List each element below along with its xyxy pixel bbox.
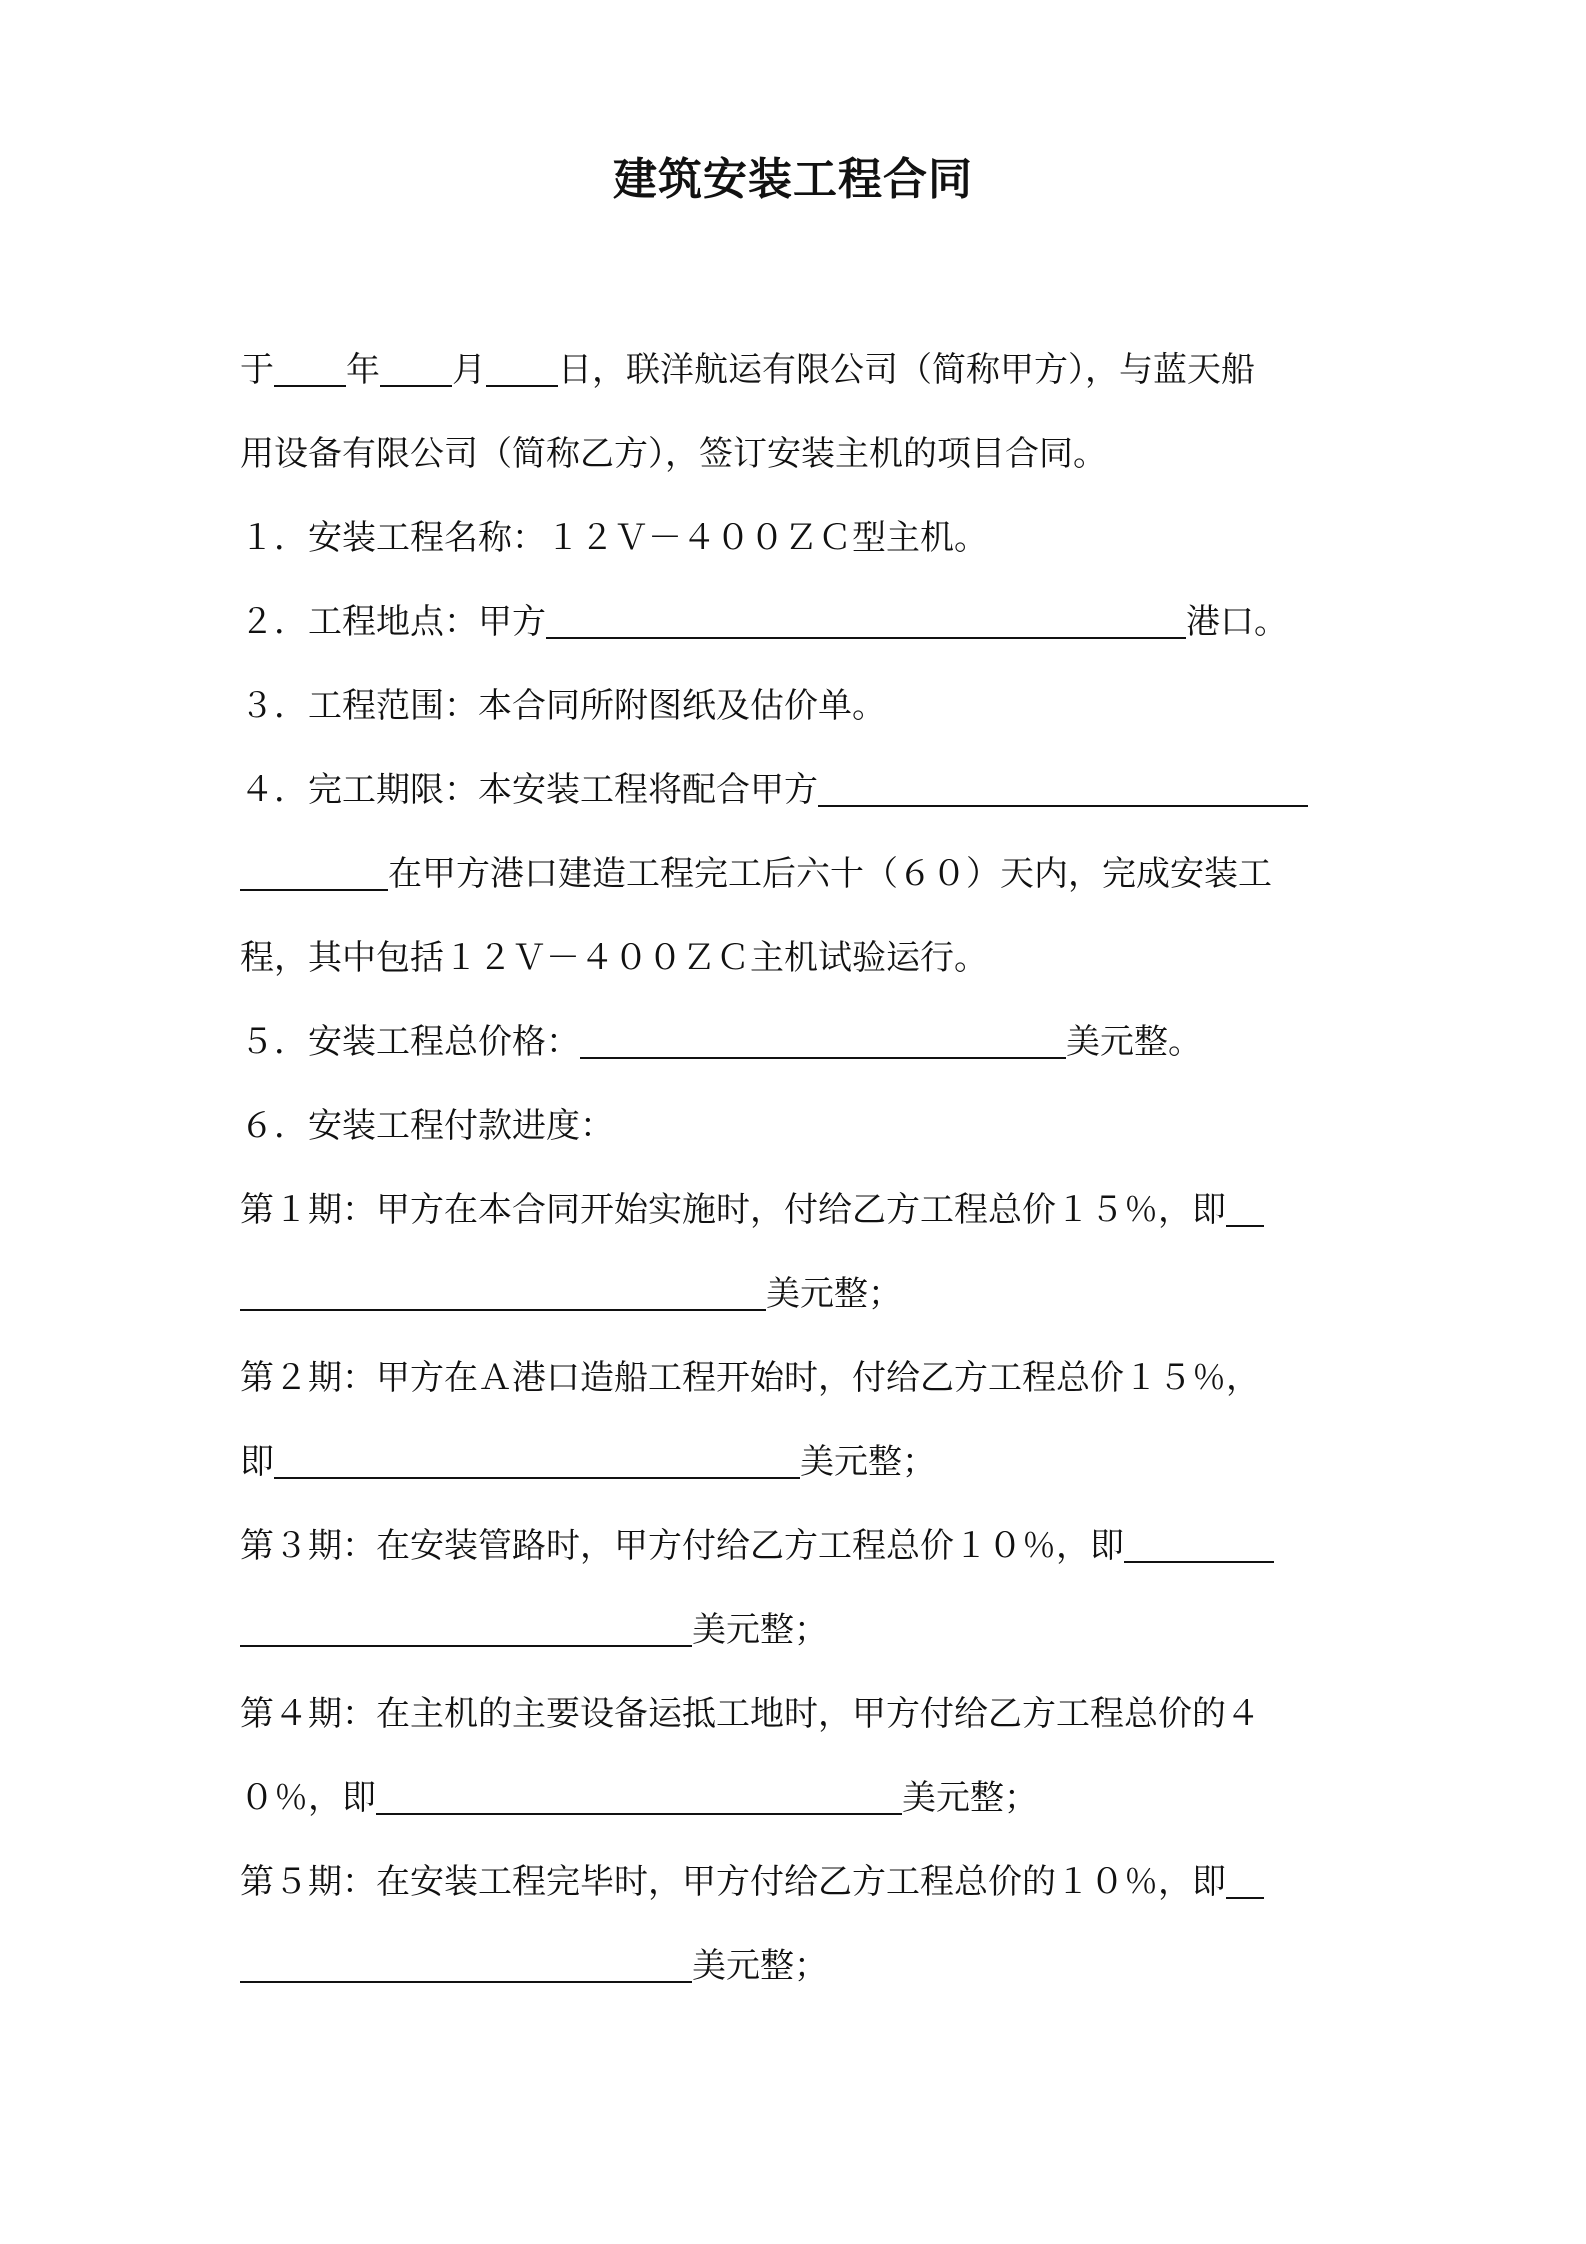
payment-5-line-1 [240,1840,1350,1924]
year-blank[interactable] [274,345,346,387]
clause-6-text: ６．安装工程付款进度： [240,1106,614,1146]
payment-3-line-1 [240,1504,1350,1588]
day-blank[interactable] [486,345,558,387]
month-blank[interactable] [380,345,452,387]
clause-2-label: ２．工程地点：甲方 [240,602,546,642]
payment-2-suffix: 美元整； [800,1442,936,1482]
intro-line-1 [240,328,1350,412]
payment-5-blank-b[interactable] [240,1941,692,1983]
clause-5-suffix: 美元整。 [1066,1022,1202,1062]
payment-3-line-2 [240,1588,1350,1672]
clause-4-line-2 [240,832,1350,916]
clause-2-suffix: 港口。 [1186,602,1288,642]
payment-5-blank-a[interactable] [1226,1857,1264,1899]
intro-line-2 [240,412,1350,496]
payment-3-suffix: 美元整； [692,1610,828,1650]
clause-6 [240,1084,1350,1168]
payment-1-blank-b[interactable] [240,1269,766,1311]
payment-5-line-2 [240,1924,1350,2008]
clause-3-text: ３．工程范围：本合同所附图纸及估价单。 [240,686,886,726]
payment-1-text: 第１期：甲方在本合同开始实施时，付给乙方工程总价１５％，即 [240,1190,1226,1230]
payment-4-suffix: 美元整； [902,1778,1038,1818]
payment-1-line-1 [240,1168,1350,1252]
clause-3 [240,664,1350,748]
payment-1-line-2 [240,1252,1350,1336]
year-label: 年 [346,350,380,390]
payment-3-blank-a[interactable] [1124,1521,1274,1563]
clause-4-line-1 [240,748,1350,832]
payment-2-line-2 [240,1420,1350,1504]
payment-1-suffix: 美元整； [766,1274,902,1314]
document-title: 建筑安装工程合同 [613,154,973,205]
month-label: 月 [452,350,486,390]
intro-text: 用设备有限公司（简称乙方），签订安装主机的项目合同。 [240,434,1107,474]
payment-4-prefix: ０％，即 [240,1778,376,1818]
day-label-and-parties: 日，联洋航运有限公司（简称甲方），与蓝天船 [558,350,1255,390]
payment-5-suffix: 美元整； [692,1946,828,1986]
clause-4-text: 在甲方港口建造工程完工后六十（６０）天内，完成安装工 [388,854,1272,894]
clause-4-label: ４．完工期限：本安装工程将配合甲方 [240,770,818,810]
payment-2-line-1 [240,1336,1350,1420]
location-blank[interactable] [546,597,1186,639]
payment-5-text: 第５期：在安装工程完毕时，甲方付给乙方工程总价的１０％，即 [240,1862,1226,1902]
payment-1-blank-a[interactable] [1226,1185,1264,1227]
completion-blank-2[interactable] [240,849,388,891]
payment-2-text: 第２期：甲方在Ａ港口造船工程开始时，付给乙方工程总价１５％， [240,1358,1260,1398]
clause-2 [240,580,1350,664]
payment-2-blank[interactable] [274,1437,800,1479]
payment-4-blank[interactable] [376,1773,902,1815]
payment-3-text: 第３期：在安装管路时，甲方付给乙方工程总价１０％，即 [240,1526,1124,1566]
clause-4-line-3 [240,916,1350,1000]
clause-1 [240,496,1350,580]
clause-5 [240,1000,1350,1084]
clause-4-continued: 程，其中包括１２Ｖ－４００ＺＣ主机试验运行。 [240,938,988,978]
clause-1-text: １．安装工程名称：１２Ｖ－４００ＺＣ型主机。 [240,518,988,558]
completion-blank-1[interactable] [818,765,1308,807]
clause-5-label: ５．安装工程总价格： [240,1022,580,1062]
payment-2-prefix: 即 [240,1442,274,1482]
payment-4-text: 第４期：在主机的主要设备运抵工地时，甲方付给乙方工程总价的４ [240,1694,1260,1734]
payment-3-blank-b[interactable] [240,1605,692,1647]
intro-prefix: 于 [240,350,274,390]
total-price-blank[interactable] [580,1017,1066,1059]
payment-4-line-1 [240,1672,1350,1756]
payment-4-line-2 [240,1756,1350,1840]
